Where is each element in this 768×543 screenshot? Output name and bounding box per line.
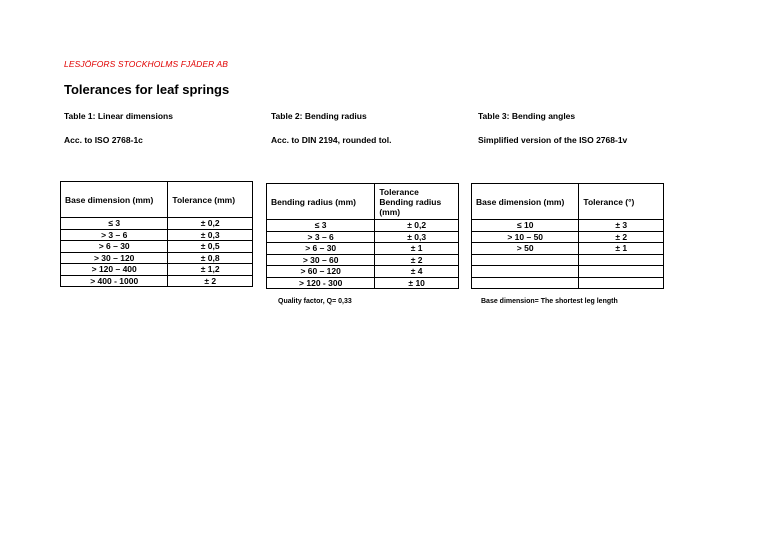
document-title: Tolerances for leaf springs bbox=[64, 82, 230, 97]
table-row bbox=[472, 231, 664, 243]
cell-bending-radius: > 60 – 120 bbox=[267, 266, 375, 278]
cell-base-dimension bbox=[472, 266, 579, 278]
cell-tolerance: ± 0,8 bbox=[168, 252, 253, 264]
column-header-base-dimension: Base dimension (mm) bbox=[61, 182, 168, 218]
cell-tolerance: ± 4 bbox=[375, 266, 459, 278]
table-row bbox=[267, 243, 459, 255]
cell-base-dimension: > 50 bbox=[472, 243, 579, 255]
cell-bending-radius: ≤ 3 bbox=[267, 220, 375, 232]
base-dimension-note: Base dimension= The shortest leg length bbox=[481, 298, 618, 305]
cell-tolerance: ± 1 bbox=[579, 243, 664, 255]
table-header-row bbox=[267, 184, 459, 220]
cell-bending-radius: > 120 - 300 bbox=[267, 277, 375, 289]
company-name: LESJÖFORS STOCKHOLMS FJÄDER AB bbox=[64, 59, 229, 69]
quality-factor-note: Quality factor, Q= 0,33 bbox=[278, 298, 352, 305]
table-header-row bbox=[472, 184, 664, 220]
table-row bbox=[267, 220, 459, 232]
table-row bbox=[472, 277, 664, 289]
table-2-heading: Table 2: Bending radius bbox=[271, 111, 367, 121]
cell-tolerance bbox=[579, 266, 664, 278]
cell-base-dimension bbox=[472, 277, 579, 289]
cell-bending-radius: > 3 – 6 bbox=[267, 231, 375, 243]
column-header-base-dimension: Base dimension (mm) bbox=[472, 184, 579, 220]
table-1-linear-dimensions bbox=[60, 181, 253, 287]
cell-base-dimension bbox=[472, 254, 579, 266]
column-header-tolerance: Tolerance (mm) bbox=[168, 182, 253, 218]
table-2-bending-radius bbox=[266, 183, 459, 289]
cell-tolerance: ± 0,5 bbox=[168, 241, 253, 253]
cell-tolerance: ± 0,3 bbox=[375, 231, 459, 243]
cell-base-dimension: ≤ 3 bbox=[61, 218, 168, 230]
table-row bbox=[61, 218, 253, 230]
table-row bbox=[61, 229, 253, 241]
table-row bbox=[267, 277, 459, 289]
table-header-row bbox=[61, 182, 253, 218]
table-row bbox=[472, 254, 664, 266]
cell-tolerance: ± 0,3 bbox=[168, 229, 253, 241]
table-row bbox=[472, 266, 664, 278]
cell-tolerance bbox=[579, 277, 664, 289]
table-3-subheading: Simplified version of the ISO 2768-1v bbox=[478, 135, 628, 145]
table-row bbox=[267, 231, 459, 243]
cell-base-dimension: > 30 – 120 bbox=[61, 252, 168, 264]
cell-base-dimension: > 6 – 30 bbox=[61, 241, 168, 253]
table-3-heading: Table 3: Bending angles bbox=[478, 111, 576, 121]
table-row bbox=[472, 220, 664, 232]
cell-bending-radius: > 30 – 60 bbox=[267, 254, 375, 266]
table-3-bending-angles bbox=[471, 183, 664, 289]
cell-tolerance bbox=[579, 254, 664, 266]
cell-tolerance: ± 3 bbox=[579, 220, 664, 232]
cell-tolerance: ± 2 bbox=[375, 254, 459, 266]
cell-bending-radius: > 6 – 30 bbox=[267, 243, 375, 255]
table-1-subheading: Acc. to ISO 2768-1c bbox=[64, 135, 143, 145]
column-header-tolerance-degrees: Tolerance (°) bbox=[579, 184, 664, 220]
table-row bbox=[267, 254, 459, 266]
cell-tolerance: ± 0,2 bbox=[375, 220, 459, 232]
table-row bbox=[61, 252, 253, 264]
table-2-subheading: Acc. to DIN 2194, rounded tol. bbox=[271, 135, 392, 145]
cell-tolerance: ± 10 bbox=[375, 277, 459, 289]
table-row bbox=[267, 266, 459, 278]
table-1-heading: Table 1: Linear dimensions bbox=[64, 111, 173, 121]
column-header-bending-radius: Bending radius (mm) bbox=[267, 184, 375, 220]
cell-tolerance: ± 1,2 bbox=[168, 264, 253, 276]
cell-base-dimension: > 400 - 1000 bbox=[61, 275, 168, 287]
cell-base-dimension: > 3 – 6 bbox=[61, 229, 168, 241]
table-row bbox=[61, 241, 253, 253]
cell-base-dimension: > 10 – 50 bbox=[472, 231, 579, 243]
cell-base-dimension: ≤ 10 bbox=[472, 220, 579, 232]
table-row bbox=[472, 243, 664, 255]
column-header-tolerance-bending-radius: Tolerance Bending radius (mm) bbox=[375, 184, 459, 220]
cell-tolerance: ± 2 bbox=[579, 231, 664, 243]
table-row bbox=[61, 264, 253, 276]
cell-tolerance: ± 0,2 bbox=[168, 218, 253, 230]
table-row bbox=[61, 275, 253, 287]
cell-base-dimension: > 120 – 400 bbox=[61, 264, 168, 276]
cell-tolerance: ± 2 bbox=[168, 275, 253, 287]
cell-tolerance: ± 1 bbox=[375, 243, 459, 255]
